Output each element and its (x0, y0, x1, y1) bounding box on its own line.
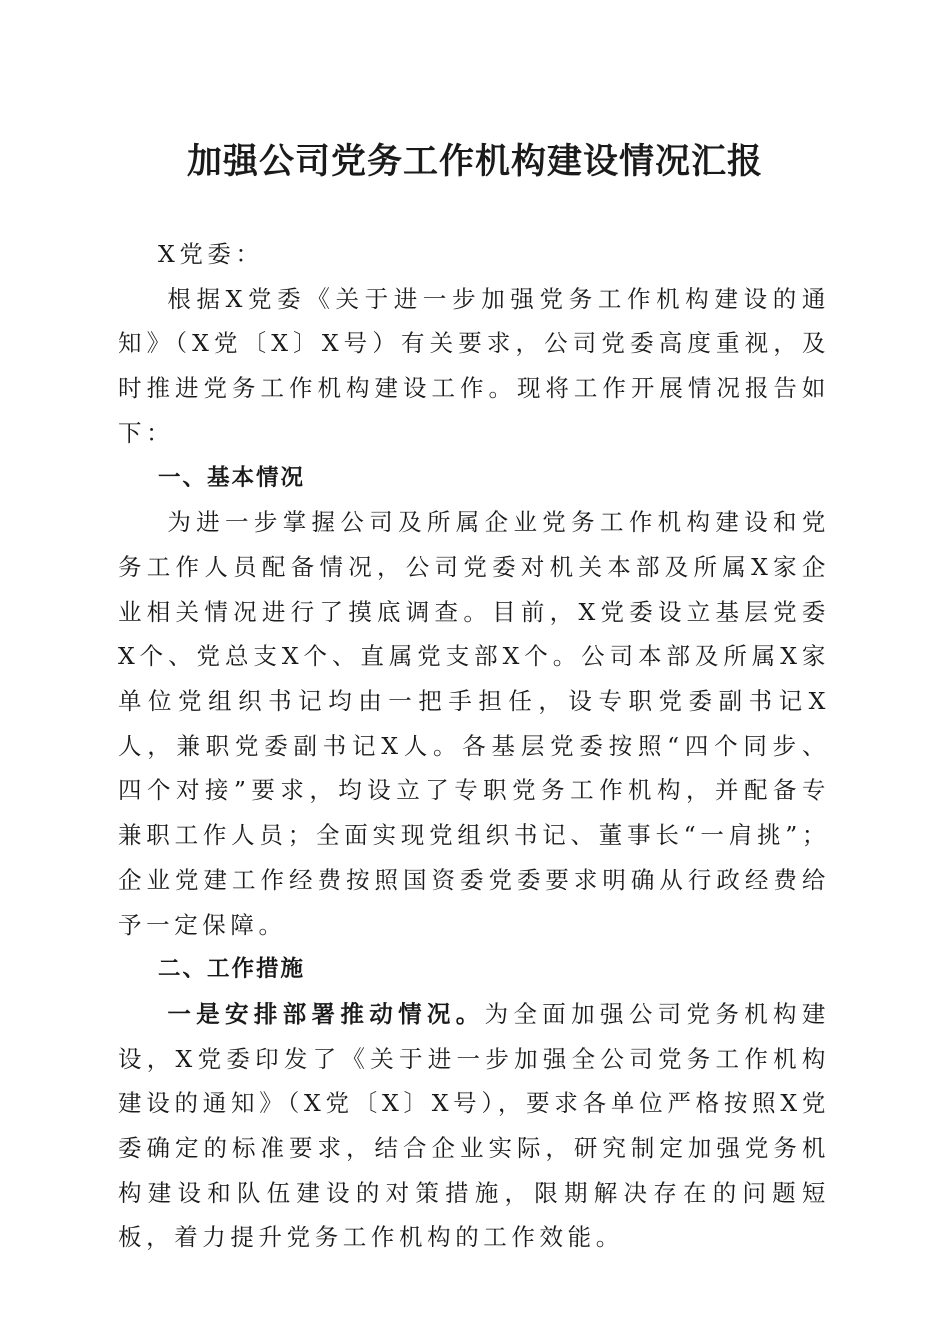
document-body (118, 232, 830, 1260)
section-2-paragraph (118, 992, 830, 1260)
section-1-paragraph: 为进一步掌握公司及所属企业党务工作机构建设和党务工作人员配备情况，公司党委对机关本部及所属X家企业相关情况进行了摸底调查。目前，X党委设立基层党委X个、党总支X个、直属党支部X个。公司本部及所属X家单位党组织书记均由一把手担任，设专职党委副书记X人，兼职党委副书记X人。各基层党委按照“四个同步、四个对接”要求，均设立了专职党务工作机构，并配备专兼职工作人员；全面实现党组织书记、董事长“一肩挑”；企业党建工作经费按照国资委党委要求明确从行政经费给予一定保障。 (118, 508, 830, 939)
document-title: 加强公司党务工作机构建设情况汇报 (186, 141, 763, 182)
intro-paragraph: 根据X党委《关于进一步加强党务工作机构建设的通知》（X党〔X〕X号）有关要求，公司党委高度重视，及时推进党务工作机构建设工作。现将工作开展情况报告如下： (118, 284, 830, 447)
section-2-lead: 一是安排部署推动情况。 (167, 999, 485, 1028)
section-2-heading: 二、工作措施 (158, 956, 306, 983)
salutation: X党委： (158, 240, 264, 268)
section-1-heading: 一、基本情况 (158, 464, 306, 491)
section-2-text: 为全面加强公司党务机构建设，X党委印发了《关于进一步加强全公司党务工作机构建设的通知》（X党〔X〕X号），要求各单位严格按照X党委确定的标准要求，结合企业实际，研究制定加强党务机构建设和队伍建设的对策措施，限期解决存在的问题短板，着力提升党务工作机构的工作效能。 (118, 999, 830, 1252)
